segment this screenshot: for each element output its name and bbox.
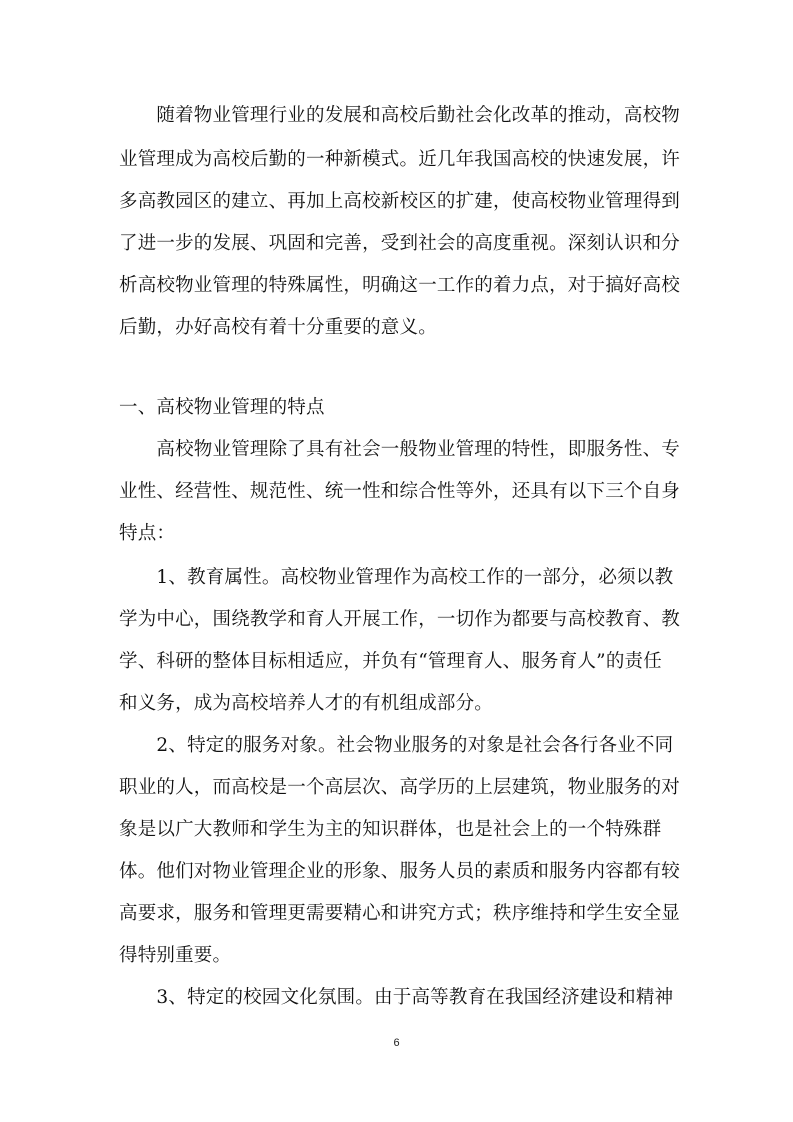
text-line: 析高校物业管理的特殊属性，明确这一工作的着力点，对于搞好高校 <box>119 275 681 296</box>
text-line: 3、特定的校园文化氛围。由于高等教育在我国经济建设和精神 <box>119 987 674 1008</box>
text-line: 得特别重要。 <box>119 945 232 966</box>
text-line: 了进一步的发展、巩固和完善，受到社会的高度重视。深刻认识和分 <box>119 233 681 254</box>
text-line: 学、科研的整体目标相适应，并负有“管理育人、服务育人”的责任 <box>119 651 662 672</box>
text-line: 业性、经营性、规范性、统一性和综合性等外，还具有以下三个自身 <box>119 481 681 502</box>
text-line: 学为中心，围绕教学和育人开展工作，一切作为都要与高校教育、教 <box>119 609 681 630</box>
section-heading: 一、高校物业管理的特点 <box>119 397 325 418</box>
text-line: 2、特定的服务对象。社会物业服务的对象是社会各行各业不同 <box>119 735 674 756</box>
text-line: 后勤，办好高校有着十分重要的意义。 <box>119 317 437 338</box>
text-line: 特点： <box>119 523 176 544</box>
text-line: 象是以广大教师和学生为主的知识群体，也是社会上的一个特殊群 <box>119 819 662 840</box>
text-line: 高要求，服务和管理更需要精心和讲究方式；秩序维持和学生安全显 <box>119 903 681 924</box>
text-line: 多高教园区的建立、再加上高校新校区的扩建，使高校物业管理得到 <box>119 191 681 212</box>
page-number: 6 <box>393 1037 400 1049</box>
text-line: 随着物业管理行业的发展和高校后勤社会化改革的推动，高校物 <box>119 105 681 126</box>
text-line: 体。他们对物业管理企业的形象、服务人员的素质和服务内容都有较 <box>119 861 681 882</box>
text-line: 和义务，成为高校培养人才的有机组成部分。 <box>119 693 494 714</box>
text-line: 职业的人，而高校是一个高层次、高学历的上层建筑，物业服务的对 <box>119 777 681 798</box>
text-line: 1、教育属性。高校物业管理作为高校工作的一部分，必须以教 <box>119 567 674 588</box>
text-line: 高校物业管理除了具有社会一般物业管理的特性，即服务性、专 <box>119 439 681 460</box>
text-line: 业管理成为高校后勤的一种新模式。近几年我国高校的快速发展，许 <box>119 149 681 170</box>
